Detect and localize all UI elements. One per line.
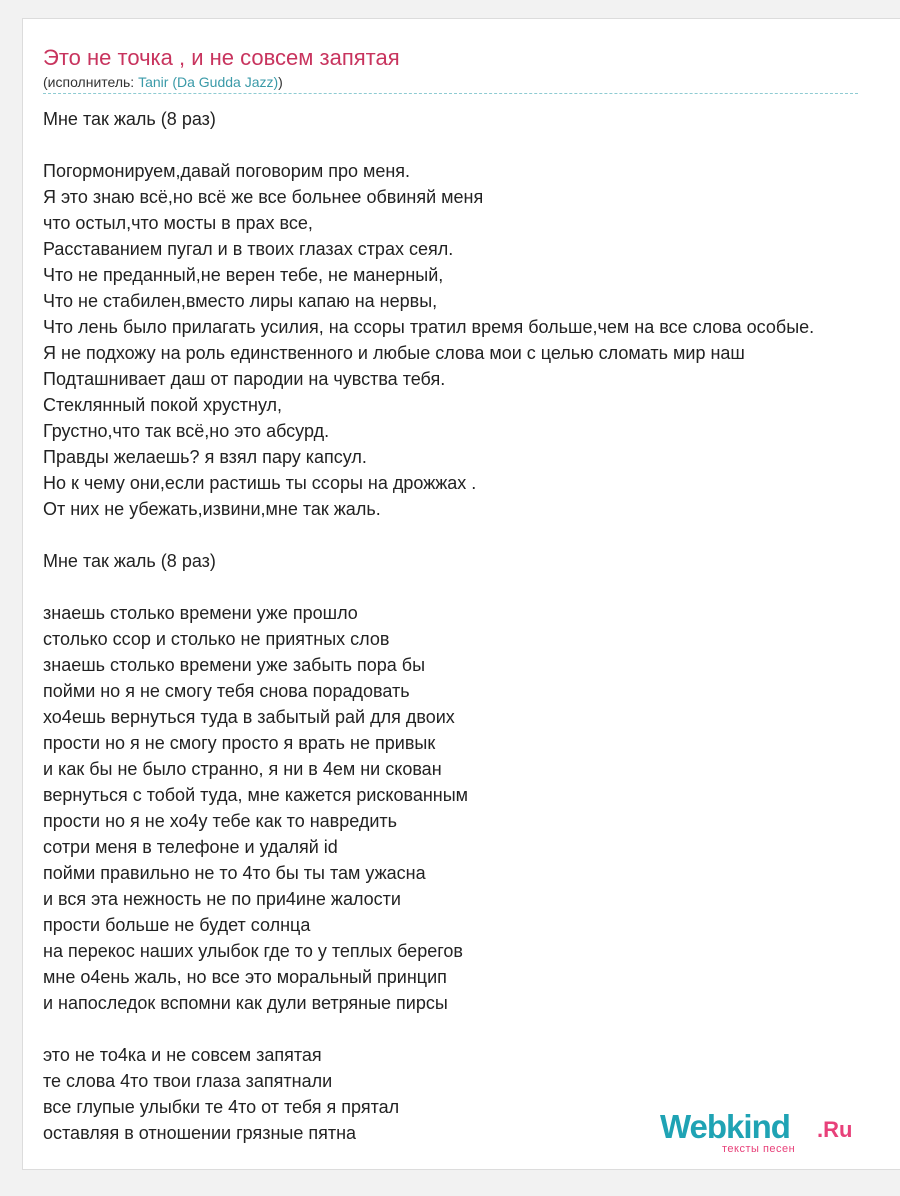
title-divider xyxy=(43,93,858,94)
site-logo[interactable] xyxy=(660,1108,860,1155)
lyric-line: и как бы не было странно, я ни в 4ем ни скован xyxy=(43,759,442,779)
lyric-line: оставляя в отношении грязные пятна xyxy=(43,1123,357,1143)
lyric-line: знаешь столько времени уже прошло xyxy=(43,603,358,623)
artist-suffix: ) xyxy=(278,74,283,90)
artist-line xyxy=(43,74,283,90)
lyric-line: сотри меня в телефоне и удаляй id xyxy=(43,837,338,857)
lyric-line: Что лень было прилагать усилия, на ссоры тратил время больше,чем на все слова особые. xyxy=(43,317,815,337)
lyric-line: знаешь столько времени уже забыть пора бы xyxy=(43,655,426,675)
lyric-line: те слова 4то твои глаза запятнали xyxy=(43,1071,333,1091)
lyric-line: Правды желаешь? я взял пару капсул. xyxy=(43,447,367,467)
lyric-blank-line xyxy=(43,522,814,548)
logo-tagline: тексты песен xyxy=(722,1143,796,1155)
lyric-line: прости больше не будет солнца xyxy=(43,915,311,935)
lyric-line: Подташнивает даш от пародии на чувства тебя. xyxy=(43,369,446,389)
lyric-blank-line xyxy=(43,132,814,158)
lyric-line: вернуться с тобой туда, мне кажется рискованным xyxy=(43,785,469,805)
lyric-line: и напоследок вспомни как дули ветряные пирсы xyxy=(43,993,448,1013)
lyric-blank-line xyxy=(43,574,814,600)
lyrics-card xyxy=(22,18,900,1170)
lyric-line: От них не убежать,извини,мне так жаль. xyxy=(43,499,381,519)
lyric-line: Стеклянный покой хрустнул, xyxy=(43,395,283,415)
lyric-line: прости но я не смогу просто я врать не привык xyxy=(43,733,436,753)
lyric-line: на перекос наших улыбок где то у теплых берегов xyxy=(43,941,463,961)
lyric-line: все глупые улыбки те 4то от тебя я прятал xyxy=(43,1097,400,1117)
lyric-line: пойми правильно не то 4то бы ты там ужасна xyxy=(43,863,426,883)
lyric-line: Расставанием пугал и в твоих глазах страх сеял. xyxy=(43,239,454,259)
lyrics-text xyxy=(43,106,814,1146)
lyric-line: хо4ешь вернуться туда в забытый рай для двоих xyxy=(43,707,455,727)
lyric-line: Грустно,что так всё,но это абсурд. xyxy=(43,421,330,441)
lyric-line: прости но я не хо4у тебе как то навредить xyxy=(43,811,398,831)
lyric-line: Погормонируем,давай поговорим про меня. xyxy=(43,161,411,181)
lyric-line: Но к чему они,если растишь ты ссоры на дрожжах . xyxy=(43,473,477,493)
lyric-blank-line xyxy=(43,1016,814,1042)
artist-prefix: (исполнитель: xyxy=(43,74,139,90)
lyric-line: что остыл,что мосты в прах все, xyxy=(43,213,313,233)
lyric-line: это не то4ка и не совсем запятая xyxy=(43,1045,322,1065)
lyric-line: Я это знаю всё,но всё же все больнее обвиняй меня xyxy=(43,187,484,207)
lyric-line: Мне так жаль (8 раз) xyxy=(43,551,216,571)
logo-wordmark: Webkind xyxy=(660,1108,790,1145)
lyric-line: и вся эта нежность не по при4ине жалости xyxy=(43,889,401,909)
artist-link[interactable]: Tanir (Da Gudda Jazz) xyxy=(138,74,279,90)
song-title: Это не точка , и не совсем запятая xyxy=(43,45,400,70)
lyric-line: Я не подхожу на роль единственного и любые слова мои с целью сломать мир наш xyxy=(43,343,745,363)
lyric-line: пойми но я не смогу тебя снова порадовать xyxy=(43,681,410,701)
lyric-line: столько ссор и столько не приятных слов xyxy=(43,629,390,649)
logo-domain: .Ru xyxy=(817,1117,853,1142)
lyric-line: Что не преданный,не верен тебе, не манерный, xyxy=(43,265,444,285)
lyric-line: мне о4ень жаль, но все это моральный принцип xyxy=(43,967,447,987)
lyric-line: Мне так жаль (8 раз) xyxy=(43,109,216,129)
lyric-line: Что не стабилен,вместо лиры капаю на нервы, xyxy=(43,291,438,311)
